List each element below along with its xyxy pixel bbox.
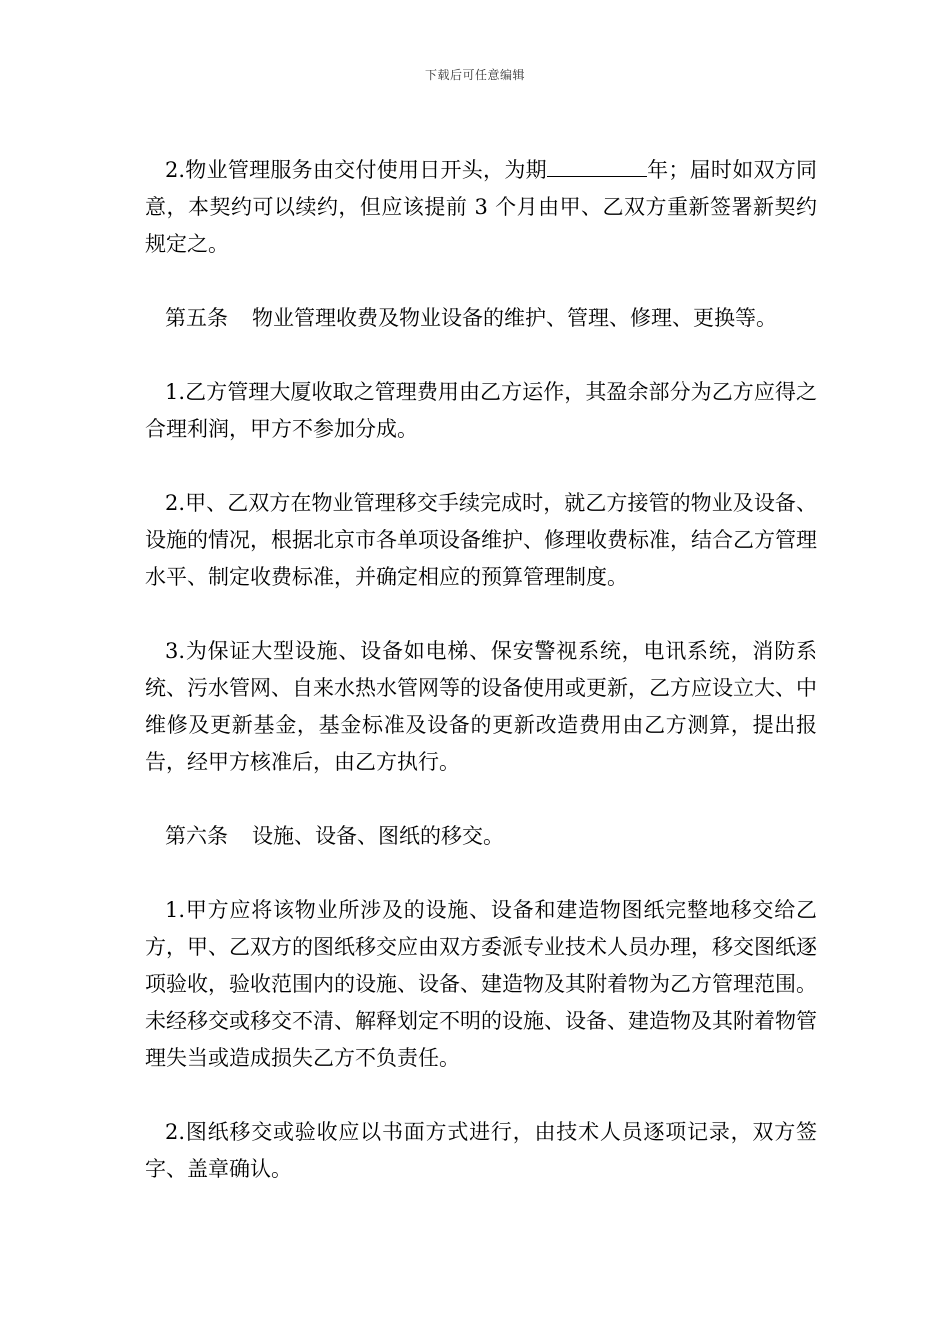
paragraph-management-fee: 1.乙方管理大厦收取之管理费用由乙方运作，其盈余部分为乙方应得之合理利润，甲方不参加分成。 (145, 380, 817, 441)
paragraph-service-term (145, 152, 817, 263)
paragraph-service-term-before: 2.物业管理服务由交付使用日开头，为期 (165, 158, 547, 182)
article-five-title: 物业管理收费及物业设备的维护、管理、修理、更换等。 (252, 306, 777, 330)
paragraph-gap (145, 448, 817, 485)
paragraph-written-acceptance: 2.图纸移交或验收应以书面方式进行，由技术人员逐项记录，双方签字、盖章确认。 (145, 1120, 817, 1181)
header-note: 下载后可任意编辑 (424, 68, 525, 82)
article-six-number: 第六条 (165, 824, 228, 848)
document-body (145, 152, 817, 1188)
paragraph-maintenance-fund: 3.为保证大型设施、设备如电梯、保安警视系统，电讯系统，消防系统、污水管网、自来水热水管网等的设备使用或更新，乙方应设立大、中维修及更新基金，基金标准及设备的更新改造费用由乙方测算，提出报告，经甲方核准后，由乙方执行。 (145, 639, 817, 774)
article-five-heading (145, 300, 817, 337)
paragraph-gap (145, 781, 817, 818)
paragraph-gap (145, 263, 817, 300)
term-years-blank (547, 156, 647, 177)
article-six-heading (145, 818, 817, 855)
article-six-title: 设施、设备、图纸的移交。 (252, 824, 504, 848)
paragraph-service-term-after: 年；届时如双方同意，本契约可以续约，但应该提前 3 个月由甲、乙双方重新签署新契约规定之。 (145, 158, 817, 256)
paragraph-gap (145, 1077, 817, 1114)
paragraph-drawings-handover: 1.甲方应将该物业所涉及的设施、设备和建造物图纸完整地移交给乙方，甲、乙双方的图纸移交应由双方委派专业技术人员办理，移交图纸逐项验收，验收范围内的设施、设备、建造物及其附着物为乙方管理范围。未经移交或移交不清、解释划定不明的设施、设备、建造物及其附着物管理失当或造成损失乙方不负责任。 (145, 898, 817, 1070)
paragraph-fee-standard: 2.甲、乙双方在物业管理移交手续完成时，就乙方接管的物业及设备、设施的情况，根据北京市各单项设备维护、修理收费标准，结合乙方管理水平、制定收费标准，并确定相应的预算管理制度。 (145, 491, 817, 589)
article-five-number: 第五条 (165, 306, 228, 330)
paragraph-gap (145, 855, 817, 892)
paragraph-gap (145, 596, 817, 633)
paragraph-gap (145, 337, 817, 374)
